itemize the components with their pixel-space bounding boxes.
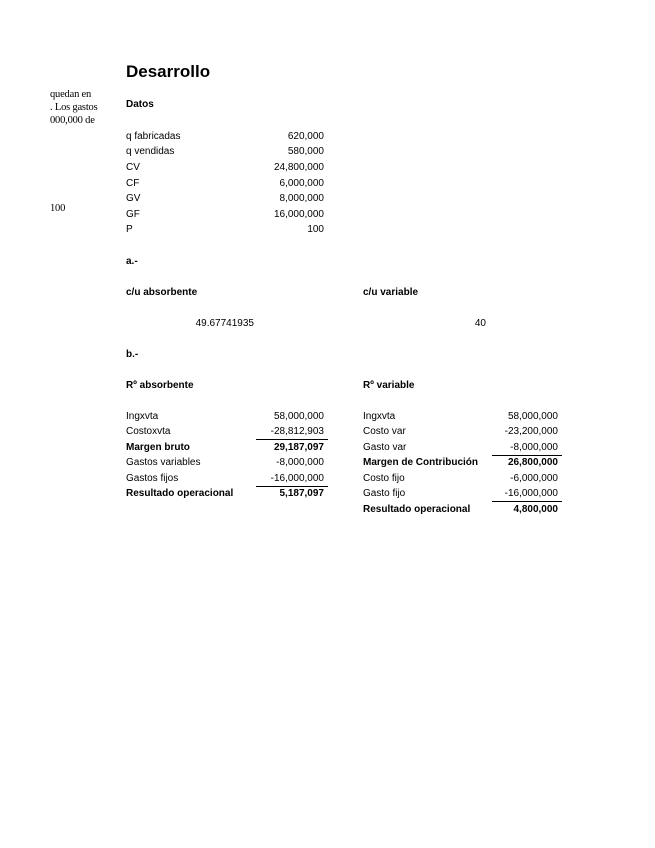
abs-label-resultado: Resultado operacional xyxy=(126,488,234,499)
abs-label-gastos-variables: Gastos variables xyxy=(126,457,201,468)
page-title: Desarrollo xyxy=(126,62,211,81)
var-label-costo-var: Costo var xyxy=(363,426,406,437)
part-b-heading: b.- xyxy=(126,349,139,360)
abs-value-gastos-variables: -8,000,000 xyxy=(276,457,324,468)
datos-value-cf: 6,000,000 xyxy=(279,178,324,189)
var-label-ingxvta: Ingxvta xyxy=(363,411,396,422)
var-value-costo-var: -23,200,000 xyxy=(504,426,558,437)
part-a-heading: a.- xyxy=(126,256,138,267)
var-label-gasto-fijo: Gasto fijo xyxy=(363,488,406,499)
datos-value-q-fabricadas: 620,000 xyxy=(287,131,324,142)
datos-value-gf: 16,000,000 xyxy=(273,209,324,220)
left-fragment-4: 100 xyxy=(50,203,66,214)
datos-label-q-vendidas: q vendidas xyxy=(126,146,175,157)
abs-label-ingxvta: Ingxvta xyxy=(126,411,159,422)
cu-absorbente-value: 49.67741935 xyxy=(195,318,254,329)
abs-label-costoxvta: Costoxvta xyxy=(126,426,171,437)
abs-value-ingxvta: 58,000,000 xyxy=(273,411,324,422)
var-value-costo-fijo: -6,000,000 xyxy=(510,473,558,484)
left-fragment-2: . Los gastos xyxy=(50,102,98,113)
abs-value-gastos-fijos: -16,000,000 xyxy=(270,473,324,484)
abs-label-margen-bruto: Margen bruto xyxy=(126,442,190,453)
abs-value-margen-bruto: 29,187,097 xyxy=(273,442,324,453)
var-label-gasto-var: Gasto var xyxy=(363,442,407,453)
datos-label-cv: CV xyxy=(126,162,140,173)
abs-label-gastos-fijos: Gastos fijos xyxy=(126,473,179,484)
left-fragment-1: quedan en xyxy=(50,89,92,100)
var-value-ingxvta: 58,000,000 xyxy=(507,411,558,422)
r-absorbente-heading: Rº absorbente xyxy=(126,380,194,391)
var-value-gasto-var: -8,000,000 xyxy=(510,442,558,453)
datos-label-p: P xyxy=(126,224,133,235)
var-label-costo-fijo: Costo fijo xyxy=(363,473,405,484)
datos-label-q-fabricadas: q fabricadas xyxy=(126,131,181,142)
r-variable-heading: Rº variable xyxy=(363,380,415,391)
abs-value-resultado: 5,187,097 xyxy=(279,488,324,499)
datos-label-gf: GF xyxy=(126,209,140,220)
var-value-resultado: 4,800,000 xyxy=(513,504,558,515)
abs-underline-costoxvta xyxy=(256,439,328,440)
left-fragment-3: 000,000 de xyxy=(50,115,95,126)
var-label-margen-contribucion: Margen de Contribución xyxy=(363,457,478,468)
datos-value-q-vendidas: 580,000 xyxy=(287,146,324,157)
datos-value-gv: 8,000,000 xyxy=(279,193,324,204)
cu-absorbente-label: c/u absorbente xyxy=(126,287,198,298)
abs-underline-gastos-fijos xyxy=(256,486,328,487)
datos-label-cf: CF xyxy=(126,178,140,189)
var-underline-gasto-fijo xyxy=(492,501,562,502)
var-underline-gasto-var xyxy=(492,455,562,456)
datos-value-cv: 24,800,000 xyxy=(273,162,324,173)
var-label-resultado: Resultado operacional xyxy=(363,504,471,515)
datos-label-gv: GV xyxy=(126,193,141,204)
cu-variable-value: 40 xyxy=(474,318,486,329)
var-value-gasto-fijo: -16,000,000 xyxy=(504,488,558,499)
datos-heading: Datos xyxy=(126,99,154,110)
abs-value-costoxvta: -28,812,903 xyxy=(270,426,324,437)
cu-variable-label: c/u variable xyxy=(363,287,419,298)
var-value-margen-contribucion: 26,800,000 xyxy=(507,457,558,468)
datos-value-p: 100 xyxy=(307,224,324,235)
